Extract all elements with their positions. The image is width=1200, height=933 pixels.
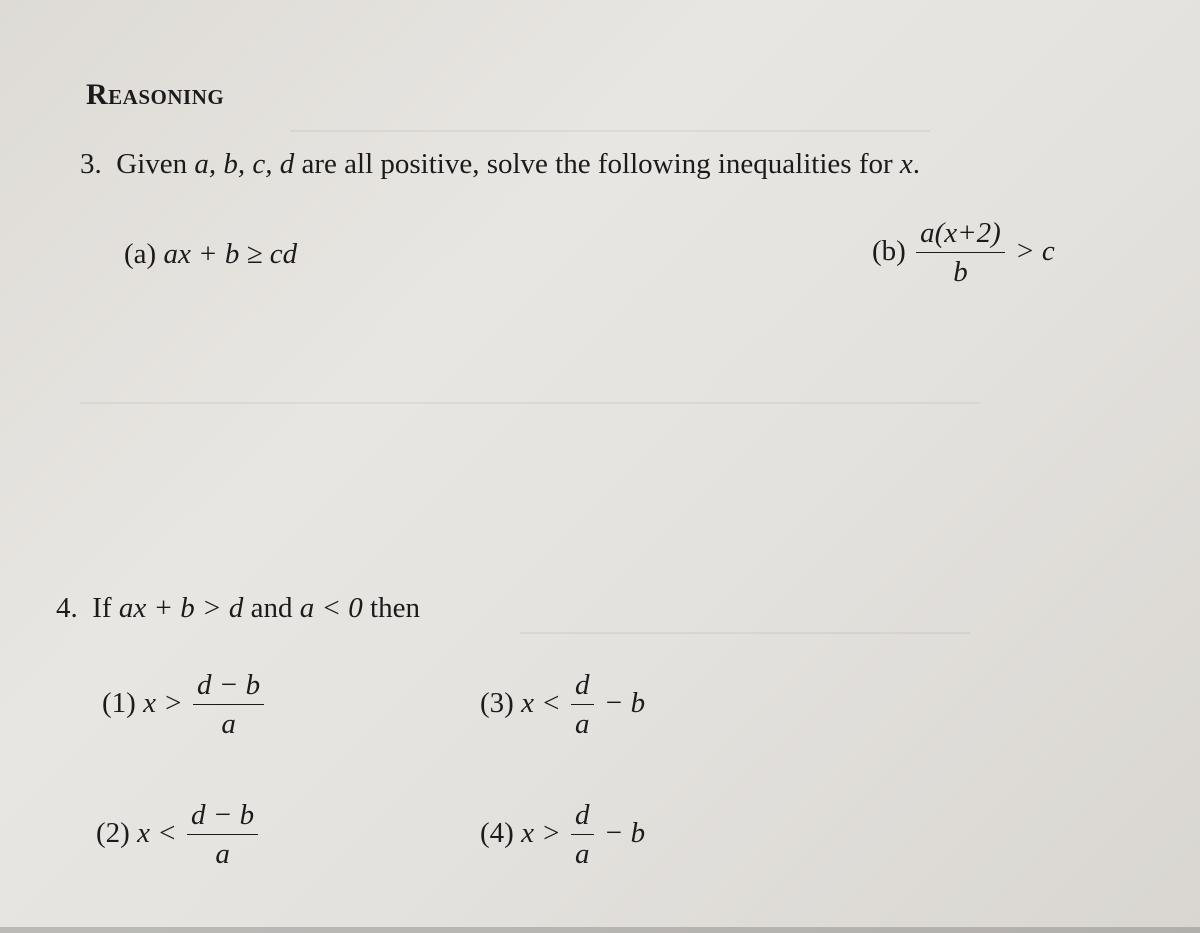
option-4: (4) x > $\frac{d}{a}$ − b (480, 799, 646, 870)
bleed-through-line (80, 402, 980, 404)
option-2: (2) x < $\frac{d - b}{a}$ (96, 800, 261, 871)
option-3: (3) x < $\frac{d}{a}$ − b (480, 669, 646, 740)
bleed-through-line (290, 130, 930, 132)
section-heading: Reasoning (86, 78, 225, 111)
page-edge-shadow (0, 927, 1200, 933)
fraction-3b: $\frac{a(x+2)}{b}$ (916, 218, 1005, 289)
question-4-text: 4. If ax + b > d and a < 0 then (56, 592, 420, 624)
question-number: 3. (80, 148, 102, 180)
question-number: 4. (56, 592, 78, 624)
question-3a: (a) ax + b ≥ cd (124, 238, 298, 270)
inequality-3a: ax + b ≥ cd (163, 238, 298, 270)
bleed-through-line (520, 632, 970, 634)
variables: a, b, c, d (194, 148, 295, 180)
option-1: (1) x > $\frac{d - b}{a}$ (102, 670, 267, 741)
question-3b: (b) $\frac{a(x+2)}{b}$ > c (872, 217, 1055, 288)
question-3-text: 3. Given a, b, c, d are all positive, solve the following inequalities for x. (80, 148, 921, 180)
